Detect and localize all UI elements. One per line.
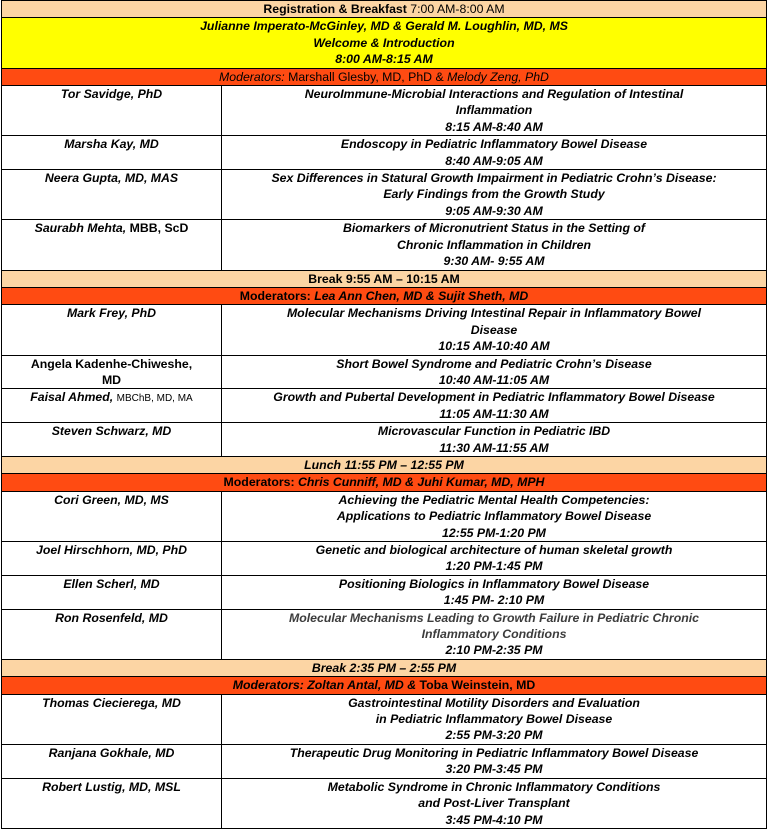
speaker: Thomas Ciecierega, MD xyxy=(2,694,222,744)
talk-row xyxy=(2,170,767,220)
talk-time: 12:55 PM-1:20 PM xyxy=(442,525,546,540)
break-label: Break 9:55 AM – 10:15 AM xyxy=(2,270,767,287)
talk-time: 2:10 PM-2:35 PM xyxy=(445,643,543,658)
talk-row xyxy=(2,778,767,828)
talk-title-cont: Inflammatory Conditions xyxy=(421,627,567,642)
talk-title-cont: Chronic Inflammation in Children xyxy=(396,237,592,252)
moderators-row xyxy=(2,677,767,694)
talk-time: 9:05 AM-9:30 AM xyxy=(445,203,543,218)
welcome-row xyxy=(2,18,767,68)
break-label: Break 2:35 PM – 2:55 PM xyxy=(2,659,767,676)
talk-title: Biomarkers of Micronutrient Status in the Setting of xyxy=(343,221,645,236)
talk-time: 9:30 AM- 9:55 AM xyxy=(443,254,545,269)
moderators-names-extra: Toba Weinstein, MD xyxy=(419,678,536,693)
speaker: Marsha Kay, MD xyxy=(2,136,222,170)
speaker: Tor Savidge, PhD xyxy=(2,86,222,136)
speaker: Ellen Scherl, MD xyxy=(2,575,222,609)
talk-row xyxy=(2,609,767,659)
talk-title-cont: Early Findings from the Growth Study xyxy=(383,187,605,202)
speaker: Mark Frey, PhD xyxy=(2,305,222,355)
talk-time: 11:30 AM-11:55 AM xyxy=(439,440,549,455)
break-row xyxy=(2,659,767,676)
talk-title-cont: Disease xyxy=(470,322,518,337)
talk-time: 10:15 AM-10:40 AM xyxy=(438,339,550,354)
talk-title-cont: and Post-Liver Transplant xyxy=(418,796,570,811)
talk-title-cont: Inflammation xyxy=(455,103,533,118)
speaker: Saurabh Mehta, xyxy=(34,221,130,236)
moderators-names-extra: Melody Zeng, PhD xyxy=(447,69,549,84)
registration-row xyxy=(2,1,767,18)
talk-time: 10:40 AM-11:05 AM xyxy=(438,372,550,387)
talk-time: 3:45 PM-4:10 PM xyxy=(445,812,543,827)
talk-time: 1:45 PM- 2:10 PM xyxy=(443,593,545,608)
speaker: Angela Kadenhe-Chiweshe, xyxy=(30,356,193,371)
moderators-label: Moderators: xyxy=(219,69,285,84)
break-row xyxy=(2,270,767,287)
talk-title-cont: in Pediatric Inflammatory Bowel Disease xyxy=(375,712,613,727)
moderators-label: Moderators: xyxy=(232,678,304,693)
moderators-names: Lea Ann Chen, MD & Sujit Sheth, MD xyxy=(314,288,529,303)
talk-title: Growth and Pubertal Development in Pediatric Inflammatory Bowel Disease xyxy=(273,390,715,405)
speaker: Ranjana Gokhale, MD xyxy=(2,744,222,778)
speaker-degree: MBB, ScD xyxy=(129,221,189,236)
talk-title: NeuroImmune-Microbial Interactions and Regulation of Intestinal xyxy=(304,87,684,102)
speaker: Robert Lustig, MD, MSL xyxy=(2,778,222,828)
speaker: Steven Schwarz, MD xyxy=(2,423,222,457)
speaker: Faisal Ahmed, xyxy=(30,390,117,405)
talk-title-cont: Applications to Pediatric Inflammatory Bowel Disease xyxy=(336,509,652,524)
moderators-row xyxy=(2,68,767,85)
talk-row xyxy=(2,575,767,609)
speaker: Joel Hirschhorn, MD, PhD xyxy=(2,542,222,576)
welcome-title: Welcome & Introduction xyxy=(313,35,455,50)
talk-row xyxy=(2,423,767,457)
talk-title: Positioning Biologics in Inflammatory Bowel Disease xyxy=(338,576,650,591)
talk-title: Microvascular Function in Pediatric IBD xyxy=(377,424,611,439)
talk-time: 2:55 PM-3:20 PM xyxy=(445,728,543,743)
speaker-cont: MD xyxy=(101,372,122,387)
talk-time: 1:20 PM-1:45 PM xyxy=(445,559,543,574)
talk-row xyxy=(2,694,767,744)
talk-title: Endoscopy in Pediatric Inflammatory Bowel Disease xyxy=(340,137,648,152)
moderators-row xyxy=(2,287,767,304)
welcome-time: 8:00 AM-8:15 AM xyxy=(335,52,433,67)
lunch-label: Lunch 11:55 PM – 12:55 PM xyxy=(2,456,767,473)
talk-row xyxy=(2,744,767,778)
talk-time: 3:20 PM-3:45 PM xyxy=(445,762,543,777)
talk-title: Molecular Mechanisms Leading to Growth Failure in Pediatric Chronic xyxy=(289,610,699,625)
registration-label: Registration & Breakfast xyxy=(263,2,407,16)
moderators-names: Marshall Glesby, MD, PhD & xyxy=(288,69,448,84)
lunch-row xyxy=(2,456,767,473)
talk-row xyxy=(2,220,767,270)
talk-row xyxy=(2,491,767,541)
talk-title: Metabolic Syndrome in Chronic Inflammatory Conditions xyxy=(327,779,661,794)
talk-row xyxy=(2,305,767,355)
welcome-speakers: Julianne Imperato-McGinley, MD & Gerald M. Loughlin, MD, MS xyxy=(200,19,568,34)
talk-row xyxy=(2,86,767,136)
talk-time: 8:40 AM-9:05 AM xyxy=(445,153,543,168)
talk-title: Achieving the Pediatric Mental Health Competencies: xyxy=(338,492,650,507)
talk-time: 11:05 AM-11:30 AM xyxy=(439,406,549,421)
moderators-names: Chris Cunniff, MD & Juhi Kumar, MD, MPH xyxy=(298,475,545,490)
talk-row xyxy=(2,542,767,576)
registration-time: 7:00 AM-8:00 AM xyxy=(410,2,505,16)
moderators-label: Moderators: xyxy=(239,288,311,303)
talk-title: Short Bowel Syndrome and Pediatric Crohn’s Disease xyxy=(336,356,652,371)
moderators-names: Zoltan Antal, MD & xyxy=(307,678,420,693)
talk-row xyxy=(2,136,767,170)
talk-title: Gastrointestinal Motility Disorders and Evaluation xyxy=(348,695,640,710)
moderators-row xyxy=(2,474,767,491)
talk-title: Molecular Mechanisms Driving Intestinal Repair in Inflammatory Bowel xyxy=(286,306,702,321)
speaker: Cori Green, MD, MS xyxy=(2,491,222,541)
speaker: Neera Gupta, MD, MAS xyxy=(2,170,222,220)
schedule-table xyxy=(1,0,767,829)
talk-row xyxy=(2,389,767,423)
talk-row xyxy=(2,355,767,389)
speaker-degree: MBChB, MD, MA xyxy=(116,393,193,405)
talk-time: 8:15 AM-8:40 AM xyxy=(445,119,543,134)
speaker: Ron Rosenfeld, MD xyxy=(2,609,222,659)
talk-title: Therapeutic Drug Monitoring in Pediatric Inflammatory Bowel Disease xyxy=(289,745,699,760)
talk-title: Genetic and biological architecture of human skeletal growth xyxy=(315,543,673,557)
talk-title: Sex Differences in Statural Growth Impairment in Pediatric Crohn’s Disease: xyxy=(271,171,717,186)
moderators-label: Moderators: xyxy=(223,475,295,490)
